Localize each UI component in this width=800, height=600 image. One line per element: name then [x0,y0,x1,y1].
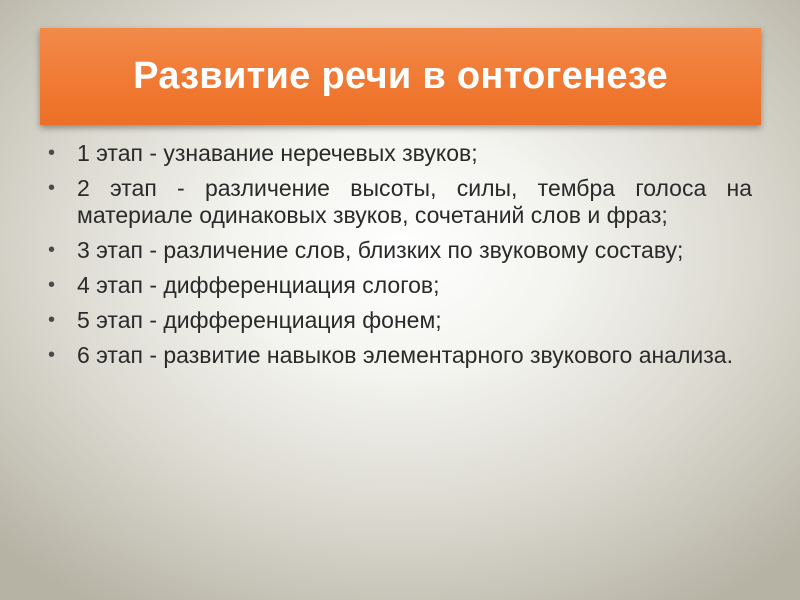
list-item-text: 6 этап - развитие навыков элементарного звукового анализа. [77,342,733,368]
title-banner [40,28,761,125]
list-item [46,237,752,264]
bullet-icon: • [48,309,56,331]
list-item-text: 1 этап - узнавание неречевых звуков; [77,140,478,166]
list-item [46,342,752,369]
list-item [46,307,752,334]
bullet-list [46,140,752,377]
list-item-text: 3 этап - различение слов, близких по звуковому составу; [77,237,684,263]
list-item-text: 5 этап - дифференциация фонем; [77,307,442,333]
list-item [46,140,752,167]
list-item-text: 4 этап - дифференциация слогов; [77,272,440,298]
bullet-icon: • [48,177,56,199]
bullet-icon: • [48,239,56,261]
bullet-icon: • [48,142,56,164]
bullet-icon: • [48,344,56,366]
list-item [46,272,752,299]
list-item-text: 2 этап - различение высоты, силы, тембра голоса на материале одинаковых звуков, сочетаний слов и фраз; [77,175,752,228]
slide-title: Развитие речи в онтогенезе [133,55,668,97]
bullet-icon: • [48,274,56,296]
list-item [46,175,752,229]
